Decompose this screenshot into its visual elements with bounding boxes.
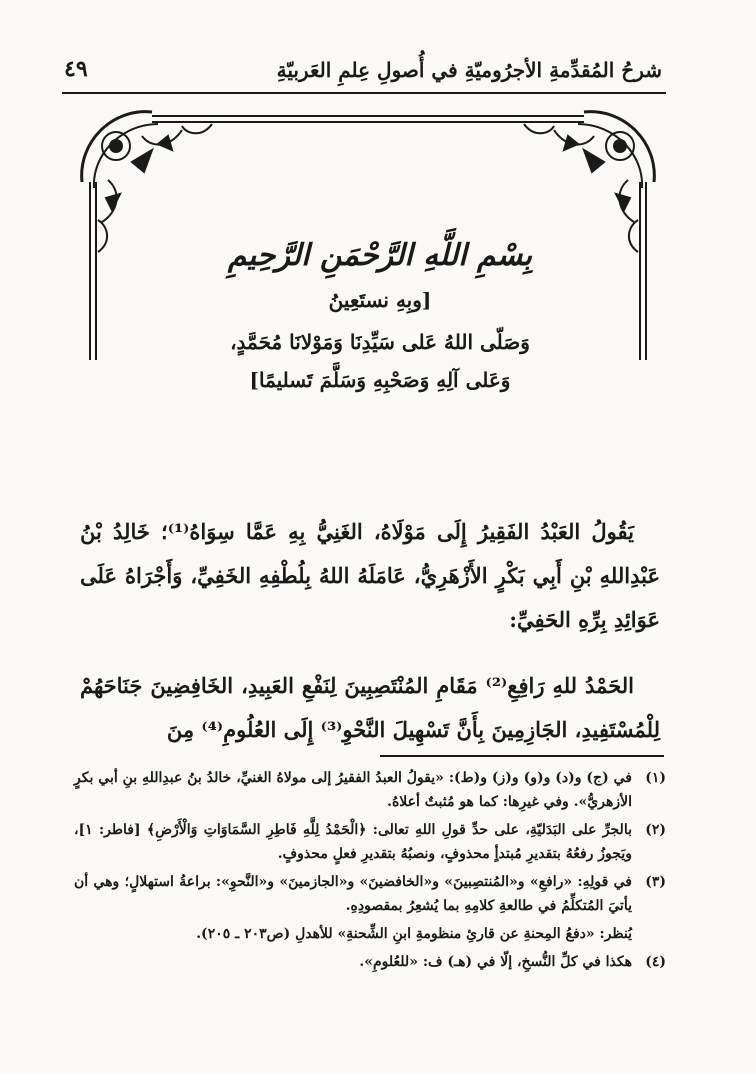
invocation-line-2: وَصَلّى اللهُ عَلى سَيِّدِنَا وَمَوْلانَا مُحَمَّدٍ، [230,330,530,354]
footnote-number: (١) [645,770,666,786]
footnote-number: (٢) [645,822,666,838]
running-title: شرحُ المُقدِّمةِ الأجرُوميّةِ في أُصولِ عِلمِ العَربيّةِ [276,58,662,82]
footnote-text: في (ج) و(د) و(و) و(ز) و(ط): «يقولُ العبدُ الفقيرُ إلى مولاهُ الغنيِّ، خالدُ بنُ عبدِاللهِ بنِ أبي بكرٍ الأزهريُّ». وفي غيرِها: كما هو مُثبتٌ أعلاهُ. [74,770,632,810]
main-text [80,510,660,774]
ornamental-frame [72,102,664,364]
footnote-1 [74,766,666,814]
invocation-line-1: [وبِهِ نستَعِينُ [328,288,432,312]
footnote-separator [380,755,664,757]
footnotes [74,766,666,978]
footnote-text: في قولِهِ: «رافعِ» و«المُنتصِبينَ» و«الخافضينَ» و«الجازمينَ» و«النَّحوِ»: براعةُ استهلالٍ؛ وهي أن يأتيَ المُتكلِّمُ في طالعةِ كلامِهِ بما يُشعِرُ بمقصودِهِ. [74,874,632,914]
invocation-line-3: وَعَلى آلِهِ وَصَحْبِهِ وَسَلَّمَ تَسليمًا] [249,368,511,392]
footnote-text: هكذا في كلِّ النُّسخِ، إلّا في (هـ) ف: «للعُلومِ». [359,954,632,970]
footnote-number: (٣) [645,874,666,890]
footnote-text: بالجرِّ على البَدَليّةِ، على حدِّ قولِ اللهِ تعالى: ﴿الْحَمْدُ لِلَّهِ فَاطِرِ السَّمَاوَاتِ وَالْأَرْضِ﴾ [فاطر: ١]، ويَجوزُ رفعُهُ بتقديرِ مُبتدأٍ محذوفٍ، ونصبُهُ بتقديرِ فعلٍ محذوفٍ. [74,822,632,862]
body-paragraph-2: الحَمْدُ للهِ رَافِعِ⁽²⁾ مَقَامِ المُنْتَصِبِينَ لِنَفْعِ العَبِيدِ، الخَافِضِينَ جَنَاحَهُمْ لِلْمُسْتَفِيدِ، الجَازِمِينَ بِأَنَّ تَسْهِيلَ النَّحْوِ⁽³⁾ إِلَى العُلُومِ⁽⁴⁾ مِنَ [80,673,660,742]
footnote-3 [74,870,666,918]
footnote-3-reference: يُنظر: «دفعُ المِحنةِ عن قارئِ منظومةِ ابنِ الشِّحنةِ» للأهدلِ (ص٢٠٣ ـ ٢٠٥). [196,926,632,942]
body-paragraph-1: يَقُولُ العَبْدُ الفَقِيرُ إِلَى مَوْلَاهُ، الغَنِيُّ بِهِ عَمَّا سِوَاهُ⁽¹⁾؛ خَالِدُ بْنُ عَبْدِاللهِ بْنِ أَبِي بَكْرٍ الأَزْهَرِيُّ، عَامَلَهُ اللهُ بِلُطْفِهِ الخَفِيِّ، وَأَجْرَاهُ عَلَى عَوَائِدِ بِرِّهِ الحَفِيِّ: [80,519,660,632]
footnote-number: (٤) [645,954,666,970]
header-rule [62,92,666,94]
footnote-4 [74,950,666,974]
page-number: ٤٩ [64,56,88,82]
basmala-heading: بِسْمِ اللَّهِ الرَّحْمَنِ الرَّحِيمِ [227,238,533,273]
footnote-2 [74,818,666,866]
ornamental-frame-graphic [72,102,664,364]
